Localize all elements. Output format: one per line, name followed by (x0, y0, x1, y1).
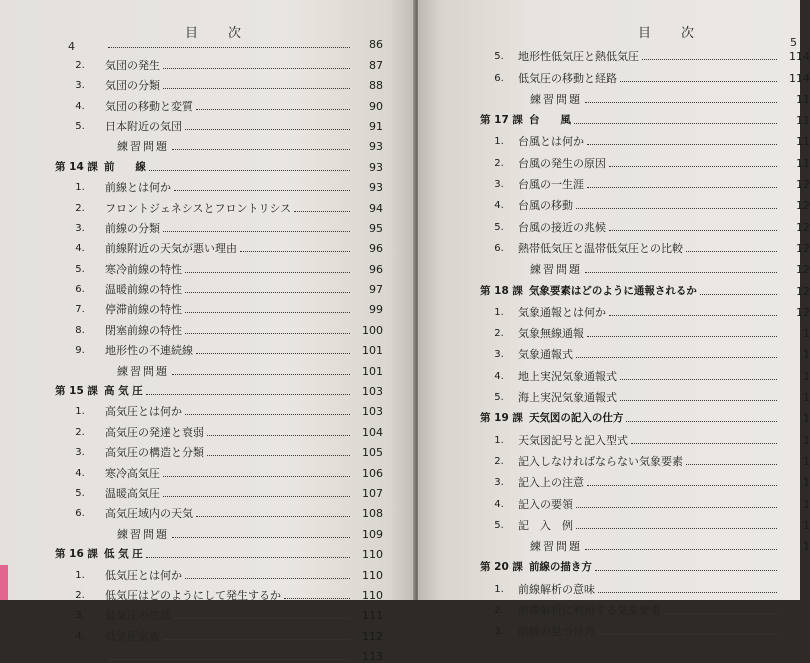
dot-leader (587, 187, 777, 188)
toc-entry-row (480, 447, 810, 468)
toc-entry-row (480, 596, 810, 617)
entry-page-number: 97 (369, 283, 383, 297)
chapter-number: 第 15 課 (55, 385, 98, 398)
right-page (418, 0, 810, 639)
chapter-number: 第 19 課 (480, 412, 523, 425)
left-toc-list (55, 31, 383, 663)
dot-leader (196, 353, 350, 354)
toc-entry-row (55, 72, 383, 92)
toc-entry-row (55, 194, 383, 214)
entry-page-number: 96 (369, 242, 383, 256)
entry-page-number: 108 (362, 507, 383, 521)
entry-page-number: 11 (796, 114, 810, 128)
toc-entry-row (480, 85, 810, 106)
entry-page-number: 100 (362, 323, 383, 337)
entry-title: 地上実況気象通報式 (518, 369, 617, 383)
entry-page-number: 1 (803, 369, 810, 383)
entry-page-number: 1 (803, 540, 810, 554)
entry-title: 気団の移動と変質 (105, 99, 193, 113)
entry-number: 3. (494, 477, 504, 489)
toc-entry-row (480, 319, 810, 340)
dot-leader (700, 294, 777, 295)
dot-leader (163, 639, 350, 640)
toc-entry-row (55, 582, 383, 602)
entry-number: 4. (75, 630, 85, 642)
dot-leader (185, 292, 350, 293)
right-page-header: 目次 (638, 26, 725, 41)
dot-leader (294, 211, 350, 212)
dot-leader (595, 570, 777, 571)
toc-chapter-row (55, 378, 383, 398)
dot-leader (108, 47, 350, 48)
dot-leader (174, 618, 350, 619)
entry-page-number: 103 (362, 405, 383, 419)
entry-title: 停滞前線の特性 (105, 303, 182, 317)
chapter-number: 第 14 課 (55, 160, 98, 173)
toc-entry-row (55, 133, 383, 153)
entry-number: 1. (75, 406, 85, 418)
toc-entry-row (55, 561, 383, 581)
dot-leader (163, 68, 350, 69)
toc-entry-row (55, 439, 383, 459)
entry-number: 2. (494, 605, 504, 617)
dot-leader (598, 634, 777, 635)
entry-number: 4. (75, 100, 85, 112)
toc-chapter-row (55, 153, 383, 173)
dot-leader (609, 166, 777, 167)
entry-page-number: 12 (796, 220, 810, 234)
entry-title: 日本附近の気団 (105, 119, 182, 133)
entry-number: 1. (494, 136, 504, 148)
entry-page-number: 105 (362, 446, 383, 460)
toc-chapter-row (480, 553, 810, 574)
dot-leader (620, 400, 777, 401)
entry-title: 天気図記号と記入型式 (518, 433, 628, 447)
entry-title: 前線の見つけ方 (518, 625, 595, 639)
toc-chapter-row (55, 541, 383, 561)
left-page-number: 4 (68, 40, 75, 53)
entry-page-number: 1 (803, 391, 810, 405)
entry-number: 1. (75, 569, 85, 581)
chapter-number: 第 20 課 (480, 561, 523, 574)
entry-page-number: 114 (789, 50, 810, 64)
entry-number: 2. (75, 202, 85, 214)
entry-page-number: 1 (803, 476, 810, 490)
toc-entry-row (55, 520, 383, 540)
dot-leader (620, 81, 777, 82)
toc-chapter-row (480, 276, 810, 297)
entry-title: 記入上の注意 (518, 476, 584, 490)
entry-page-number: 110 (362, 588, 383, 602)
toc-chapter-row (480, 404, 810, 425)
dot-leader (146, 394, 350, 395)
entry-title: 寒冷前線の特性 (105, 262, 182, 276)
entry-title: 地形性低気圧と熱低気圧 (518, 50, 639, 64)
entry-title: 高気圧の構造と分類 (105, 446, 204, 460)
dot-leader (185, 129, 350, 130)
entry-page-number: 94 (369, 201, 383, 215)
entry-page-number: 86 (369, 38, 383, 52)
entry-number: 5. (75, 263, 85, 275)
toc-entry-row (480, 425, 810, 446)
entry-number: 6. (75, 284, 85, 296)
entry-page-number: 1 (803, 327, 810, 341)
toc-entry-row (55, 459, 383, 479)
entry-number: 3. (494, 179, 504, 191)
dot-leader (609, 230, 777, 231)
entry-page-number: 12 (796, 263, 810, 277)
entry-number: 2. (494, 157, 504, 169)
entry-page-number: 12 (796, 199, 810, 213)
entry-number: 4. (494, 370, 504, 382)
entry-page-number: 106 (362, 466, 383, 480)
dot-leader (576, 507, 777, 508)
entry-title: 前線解析の意味 (518, 582, 595, 596)
dot-leader (587, 485, 777, 486)
entry-number: 2. (75, 426, 85, 438)
toc-entry-row (55, 296, 383, 316)
entry-number: 3. (75, 447, 85, 459)
dot-leader (174, 190, 350, 191)
entry-page-number: 104 (362, 425, 383, 439)
entry-number: 1. (494, 583, 504, 595)
toc-entry-row (480, 191, 810, 212)
entry-page-number: 113 (362, 650, 383, 663)
toc-entry-row (480, 170, 810, 191)
entry-page-number: 99 (369, 303, 383, 317)
entry-page-number: 90 (369, 99, 383, 113)
dot-leader (196, 109, 350, 110)
entry-page-number: 93 (369, 181, 383, 195)
dot-leader (185, 578, 350, 579)
entry-page-number: 101 (362, 364, 383, 378)
dot-leader (207, 435, 350, 436)
entry-number: 3. (494, 626, 504, 638)
entry-title: 低気圧の移動と経路 (518, 71, 617, 85)
toc-entry-row (55, 337, 383, 357)
entry-number: 3. (75, 80, 85, 92)
entry-page-number: 12 (796, 178, 810, 192)
entry-title: 寒冷高気圧 (105, 466, 160, 480)
toc-entry-row (480, 42, 810, 63)
entry-title: 熱帯低気圧と温帯低気圧との比較 (518, 241, 683, 255)
entry-number: 5. (494, 519, 504, 531)
entry-page-number: 11 (796, 156, 810, 170)
entry-page-number: 1 (803, 412, 810, 426)
entry-number: 4. (494, 498, 504, 510)
dot-leader (207, 455, 350, 456)
dot-leader (574, 123, 777, 124)
toc-entry-row (55, 276, 383, 296)
entry-title: 閉塞前線の特性 (105, 323, 182, 337)
toc-entry-row (55, 31, 383, 51)
entry-title: 台風の接近の兆候 (518, 220, 606, 234)
dot-leader (686, 464, 777, 465)
entry-title: 前線の分類 (105, 221, 160, 235)
toc-chapter-row (480, 106, 810, 127)
entry-number: 5. (494, 51, 504, 63)
entry-page-number: 96 (369, 262, 383, 276)
entry-page-number: 114 (789, 71, 810, 85)
toc-entry-row (480, 511, 810, 532)
dot-leader (163, 88, 350, 89)
entry-page-number: 1 (803, 348, 810, 362)
chapter-number: 第 17 課 (480, 114, 523, 127)
dot-leader (609, 315, 777, 316)
toc-entry-row (480, 255, 810, 276)
entry-number: 5. (494, 221, 504, 233)
entry-title: 台風とは何か (518, 135, 584, 149)
toc-entry-row (480, 212, 810, 233)
entry-title: 記入しなければならない気象要素 (518, 454, 683, 468)
entry-page-number: 1 (803, 497, 810, 511)
toc-entry-row (480, 383, 810, 404)
entry-title: 台風の移動 (518, 199, 573, 213)
entry-title: 気象要素はどのように通報されるか (528, 284, 697, 297)
entry-title: 気団の発生 (105, 58, 160, 72)
entry-number: 1. (494, 434, 504, 446)
entry-title: 練習問題 (530, 263, 582, 277)
entry-title: 前線附近の天気が悪い理由 (105, 242, 237, 256)
dot-leader (686, 251, 777, 252)
entry-number: 4. (494, 200, 504, 212)
dot-leader (585, 102, 777, 103)
chapter-number: 第 16 課 (55, 548, 98, 561)
toc-entry-row (55, 92, 383, 112)
toc-entry-row (55, 418, 383, 438)
entry-title: 低気圧の生涯 (105, 609, 171, 623)
entry-title: 台 風 (528, 114, 571, 127)
toc-entry-row (480, 298, 810, 319)
entry-title: 高気圧域内の天気 (105, 507, 193, 521)
entry-number: 7. (75, 304, 85, 316)
dot-leader (576, 528, 777, 529)
entry-number: 3. (75, 222, 85, 234)
dot-leader (185, 333, 350, 334)
dot-leader (576, 357, 777, 358)
entry-title: 気象無線通報 (518, 327, 584, 341)
entry-page-number: 95 (369, 221, 383, 235)
entry-number: 2. (75, 589, 85, 601)
entry-number: 6. (494, 242, 504, 254)
toc-entry-row (480, 489, 810, 510)
entry-page-number: 110 (362, 568, 383, 582)
entry-number: 9. (75, 345, 85, 357)
entry-page-number: 1 (803, 433, 810, 447)
entry-title: 練習問題 (530, 92, 582, 106)
toc-entry-row (55, 602, 383, 622)
entry-title: 気団の分類 (105, 79, 160, 93)
entry-page-number: 1 (803, 518, 810, 532)
entry-number: 3. (75, 610, 85, 622)
toc-entry-row (55, 480, 383, 500)
entry-number: 2. (75, 59, 85, 71)
entry-title: 前 線 (103, 160, 146, 173)
dot-leader (146, 557, 350, 558)
entry-page-number: 1 (803, 454, 810, 468)
dot-leader (620, 379, 777, 380)
toc-entry-row (480, 468, 810, 489)
entry-number: 6. (494, 72, 504, 84)
entry-title: 低気圧とは何か (105, 568, 182, 582)
entry-number: 4. (75, 467, 85, 479)
toc-entry-row (55, 235, 383, 255)
entry-page-number: 107 (362, 486, 383, 500)
dot-leader (172, 149, 350, 150)
entry-number: 5. (494, 392, 504, 404)
dot-leader (284, 598, 350, 599)
toc-entry-row (480, 63, 810, 84)
entry-page-number: 93 (369, 160, 383, 174)
entry-title: 気象通報式 (518, 348, 573, 362)
toc-entry-row (55, 174, 383, 194)
left-page-header: 目次 (185, 26, 272, 41)
entry-page-number: 111 (362, 609, 383, 623)
entry-number: 5. (75, 487, 85, 499)
entry-title: 前線の描き方 (528, 561, 592, 574)
toc-entry-row (55, 357, 383, 377)
entry-page-number: 109 (362, 527, 383, 541)
toc-entry-row (480, 148, 810, 169)
entry-title: 気象通報とは何か (518, 305, 606, 319)
entry-page-number: 88 (369, 79, 383, 93)
dot-leader (626, 421, 777, 422)
dot-leader (172, 374, 350, 375)
toc-entry-row (480, 574, 810, 595)
entry-title: 海上実況気象通報式 (518, 391, 617, 405)
entry-title: 地形性の不連続線 (105, 344, 193, 358)
toc-entry-row (55, 215, 383, 235)
entry-title: 練習問題 (117, 527, 169, 541)
entry-title: 低気圧家族 (105, 629, 160, 643)
entry-title: 記入の要領 (518, 497, 573, 511)
entry-title: 前線とは何か (105, 181, 171, 195)
entry-number: 5. (75, 120, 85, 132)
entry-page-number: 93 (369, 140, 383, 154)
dot-leader (587, 144, 777, 145)
toc-entry-row (480, 361, 810, 382)
toc-entry-row (55, 622, 383, 642)
dot-leader (185, 312, 350, 313)
entry-title: 練習問題 (117, 364, 169, 378)
dot-leader (576, 208, 777, 209)
entry-page-number: 101 (362, 344, 383, 358)
toc-entry-row (480, 127, 810, 148)
dot-leader (185, 272, 350, 273)
dot-leader (631, 443, 777, 444)
entry-page-number: 11 (796, 135, 810, 149)
dot-leader (585, 272, 777, 273)
toc-entry-row (55, 316, 383, 336)
entry-number: 2. (494, 328, 504, 340)
toc-entry-row (55, 643, 383, 663)
toc-entry-row (55, 113, 383, 133)
entry-title: 前線解析に利用する気象要素 (518, 604, 661, 618)
entry-title: 低気圧はどのようにして発生するか (105, 588, 281, 602)
dot-leader (196, 516, 350, 517)
entry-title: 温暖前線の特性 (105, 283, 182, 297)
chapter-number: 第 18 課 (480, 284, 523, 297)
toc-entry-row (480, 532, 810, 553)
entry-number: 6. (75, 508, 85, 520)
entry-title: 練習問題 (530, 540, 582, 554)
dot-leader (163, 496, 350, 497)
entry-number: 1. (75, 182, 85, 194)
entry-title: 温暖高気圧 (105, 486, 160, 500)
entry-title: 高気圧とは何か (105, 405, 182, 419)
entry-title: 練習問題 (117, 140, 169, 154)
pink-page-edge (0, 565, 8, 600)
entry-page-number: 12 (796, 305, 810, 319)
dot-leader (185, 414, 350, 415)
entry-title: 高 気 圧 (103, 385, 143, 398)
dot-leader (163, 231, 350, 232)
entry-number: 8. (75, 324, 85, 336)
toc-entry-row (55, 398, 383, 418)
dot-leader (108, 659, 350, 660)
toc-entry-row (55, 51, 383, 71)
entry-page-number: 91 (369, 119, 383, 133)
dot-leader (587, 336, 777, 337)
dot-leader (172, 537, 350, 538)
dot-leader (585, 549, 777, 550)
entry-page-number: 103 (362, 385, 383, 399)
entry-page-number: 110 (362, 548, 383, 562)
right-toc-list (480, 42, 810, 638)
entry-title: フロントジェネシスとフロントリシス (105, 201, 292, 215)
entry-number: 1. (494, 306, 504, 318)
entry-page-number: 112 (362, 629, 383, 643)
entry-title: 台風の発生の原因 (518, 156, 606, 170)
dot-leader (163, 476, 350, 477)
entry-number: 4. (75, 243, 85, 255)
entry-title: 低 気 圧 (103, 548, 143, 561)
entry-page-number: 87 (369, 58, 383, 72)
right-page-number: 5 (790, 36, 797, 49)
entry-page-number: 12 (796, 241, 810, 255)
entry-title: 記 入 例 (518, 518, 573, 532)
toc-entry-row (480, 340, 810, 361)
dot-leader (664, 613, 777, 614)
dot-leader (240, 251, 350, 252)
toc-entry-row (480, 234, 810, 255)
entry-page-number: 11 (796, 92, 810, 106)
entry-number: 2. (494, 455, 504, 467)
entry-title: 高気圧の発達と衰弱 (105, 425, 204, 439)
toc-entry-row (480, 617, 810, 638)
entry-title: 台風の一生涯 (518, 178, 584, 192)
entry-page-number: 12 (796, 284, 810, 298)
toc-entry-row (55, 500, 383, 520)
dot-leader (149, 170, 350, 171)
dot-leader (642, 59, 777, 60)
dot-leader (598, 592, 777, 593)
entry-title: 天気図の記入の仕方 (528, 412, 624, 425)
entry-number: 3. (494, 349, 504, 361)
toc-entry-row (55, 255, 383, 275)
